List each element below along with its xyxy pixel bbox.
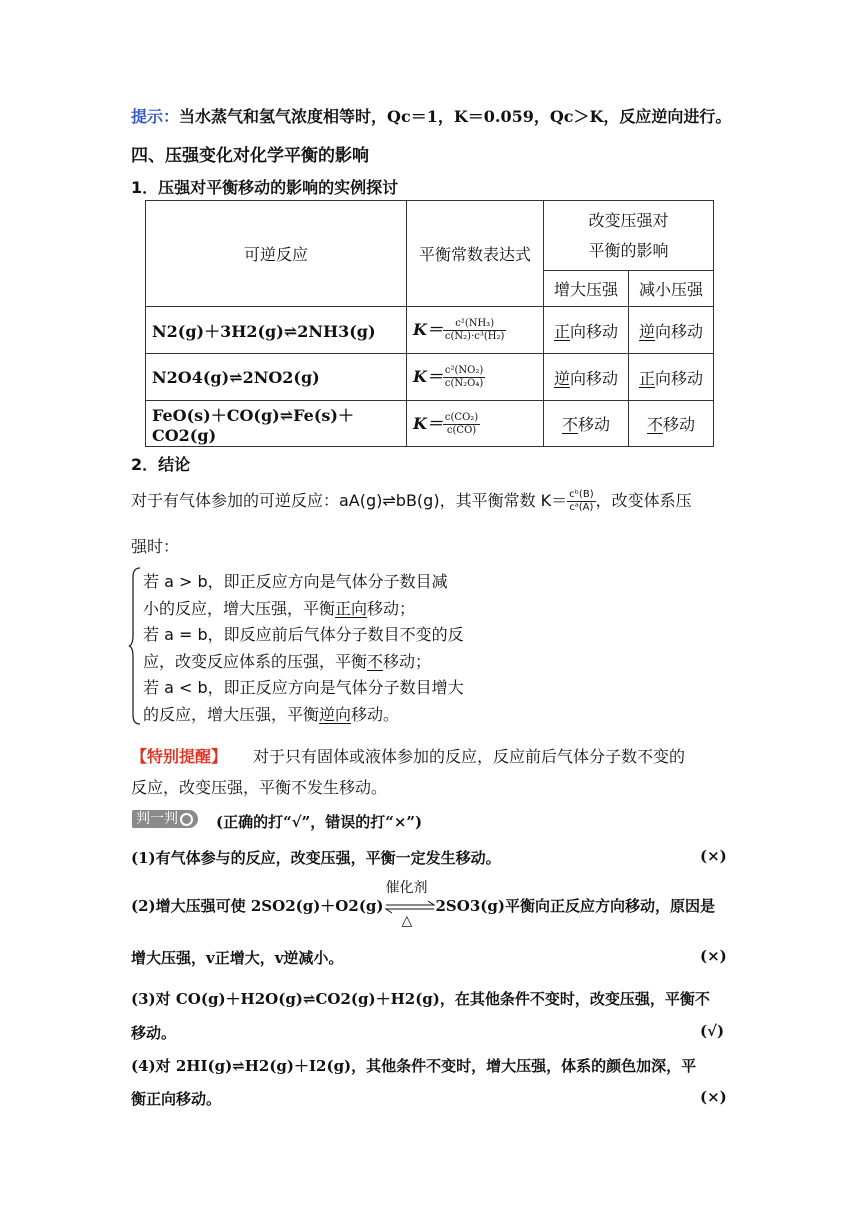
header-effect-line1: 改变压强对 [588, 210, 669, 230]
row2-increase [544, 354, 629, 401]
conclusion-text-b: ，改变体系压 [595, 491, 692, 510]
row2-expression [407, 354, 544, 401]
question-4-mark: (×) [700, 1088, 727, 1106]
header-increase: 增大压强 [544, 271, 629, 307]
conclusion-line1 [131, 488, 692, 514]
case2-line2 [143, 649, 464, 676]
table-row [146, 354, 714, 401]
row1-expression [407, 307, 544, 354]
row1-increase [544, 307, 629, 354]
judge-tag [132, 810, 198, 828]
row2-k-den: c(N₂O₄) [444, 378, 484, 389]
subsection-title-1: 1．压强对平衡移动的影响的实例探讨 [131, 178, 399, 197]
row3-k-num: c(CO₂) [444, 411, 479, 423]
question-2-line1 [131, 880, 715, 929]
row1-increase-key: 正 [553, 321, 570, 341]
row3-increase [544, 401, 629, 447]
reminder-label: 【特别提醒】 [131, 747, 228, 766]
cases-block [143, 569, 464, 728]
reversible-arrow-icon [384, 900, 436, 914]
reminder-line2: 反应，改变压强，平衡不发生移动。 [131, 778, 388, 797]
row2-decrease [629, 354, 714, 401]
case2-text-a: 应，改变反应体系的压强，平衡 [143, 651, 368, 671]
section-title: 四、压强变化对化学平衡的影响 [131, 146, 369, 166]
row2-increase-key: 逆 [553, 368, 570, 388]
conclusion-line2: 强时： [131, 537, 180, 556]
conclusion-k-num: cᵇ(B) [569, 489, 594, 500]
case2-key: 不 [367, 651, 384, 671]
row3-reaction: FeO(s)＋CO(g)⇌Fe(s)＋CO2(g) [146, 401, 407, 447]
row1-reaction: N2(g)＋3H2(g)⇌2NH3(g) [146, 307, 407, 354]
row1-k-den: c(N₂)·c³(H₂) [444, 331, 505, 342]
row1-k-num: c²(NH₃) [443, 318, 506, 331]
case3-text-a: 的反应，增大压强，平衡 [143, 704, 320, 724]
equilibrium-table [145, 200, 714, 447]
table-row [146, 401, 714, 447]
question-1: (1)有气体参与的反应，改变压强，平衡一定发生移动。 [131, 849, 501, 867]
circle-icon [180, 813, 193, 826]
hint-label: 提示： [131, 107, 180, 126]
header-expression: 平衡常数表达式 [407, 201, 544, 307]
catalyst-label: 催化剂 [385, 880, 428, 896]
case1-text-b: 移动； [367, 598, 416, 618]
question-2-text-b: 2SO3(g)平衡向正反应方向移动，原因是 [435, 897, 715, 915]
left-brace-icon [128, 567, 142, 725]
row2-increase-rest: 向移动 [570, 368, 619, 388]
reminder-line1 [131, 744, 685, 767]
conclusion-text-a: 对于有气体参加的可逆反应：aA(g)⇌bB(g)，其平衡常数 K＝ [131, 491, 568, 510]
row3-increase-key: 不 [561, 415, 578, 434]
row2-decrease-rest: 向移动 [655, 368, 704, 388]
question-3-mark: (√) [700, 1022, 725, 1040]
row1-decrease-key: 逆 [638, 321, 655, 341]
header-effect-line2: 平衡的影响 [588, 240, 669, 260]
judge-tag-label: 判一判 [136, 811, 178, 827]
row2-reaction: N2O4(g)⇌2NO2(g) [146, 354, 407, 401]
conclusion-k-den: cᵃ(A) [569, 502, 594, 513]
hint-line [131, 104, 731, 127]
case1-key: 正向 [335, 598, 368, 618]
table-row [146, 307, 714, 354]
question-1-mark: (×) [700, 847, 727, 865]
case3-text-b: 移动。 [351, 704, 400, 724]
row1-k-prefix: K＝ [413, 320, 443, 339]
case1-line2 [143, 596, 464, 623]
row3-decrease [629, 401, 714, 447]
row3-increase-rest: 移动 [578, 415, 611, 434]
row2-k-prefix: K＝ [413, 367, 443, 386]
subsection-title-2: 2．结论 [131, 455, 191, 474]
question-4-line1: (4)对 2HI(g)⇌H2(g)＋I2(g)，其他条件不变时，增大压强，体系的颜色加深，平 [131, 1057, 697, 1075]
row1-decrease [629, 307, 714, 354]
question-2-mark: (×) [700, 947, 727, 965]
case3-line2 [143, 702, 464, 729]
question-2-line2: 增大压强，v正增大，v逆减小。 [131, 949, 344, 967]
row3-decrease-rest: 移动 [663, 415, 696, 434]
row1-decrease-rest: 向移动 [655, 321, 704, 341]
header-effect [544, 201, 714, 271]
question-3-line2: 移动。 [131, 1024, 177, 1042]
row3-decrease-key: 不 [646, 415, 663, 434]
case1-text-a: 小的反应，增大压强，平衡 [143, 598, 336, 618]
judge-instruction: (正确的打“√”，错误的打“×”) [216, 813, 423, 831]
header-decrease: 减小压强 [629, 271, 714, 307]
row2-decrease-key: 正 [638, 368, 655, 388]
reminder-text-1: 对于只有固体或液体参加的反应，反应前后气体分子数不变的 [253, 747, 686, 766]
row3-k-den: c(CO) [446, 424, 477, 436]
heat-label: △ [401, 913, 413, 929]
case1-line1: 若 a > b，即正反应方向是气体分子数目减 [143, 572, 448, 591]
case2-text-b: 移动； [383, 651, 432, 671]
case3-line1: 若 a < b，即正反应方向是气体分子数目增大 [143, 678, 464, 697]
row1-increase-rest: 向移动 [570, 321, 619, 341]
case3-key: 逆向 [319, 704, 352, 724]
row2-k-num: c²(NO₂) [444, 365, 484, 376]
question-2-text-a: (2)增大压强可使 2SO2(g)＋O2(g) [131, 897, 384, 915]
question-4-line2: 衡正向移动。 [131, 1090, 222, 1108]
question-3-line1: (3)对 CO(g)＋H2O(g)⇌CO2(g)＋H2(g)，在其他条件不变时，改变压强，平衡不 [131, 990, 710, 1008]
catalyst-arrow [384, 880, 436, 929]
case2-line1: 若 a = b，即反应前后气体分子数目不变的反 [143, 625, 464, 644]
row3-k-prefix: K＝ [413, 413, 443, 433]
hint-text: 当水蒸气和氢气浓度相等时，Qc＝1，K＝0.059，Qc＞K，反应逆向进行。 [179, 107, 732, 126]
header-reaction: 可逆反应 [146, 201, 407, 307]
row3-expression [407, 401, 544, 447]
